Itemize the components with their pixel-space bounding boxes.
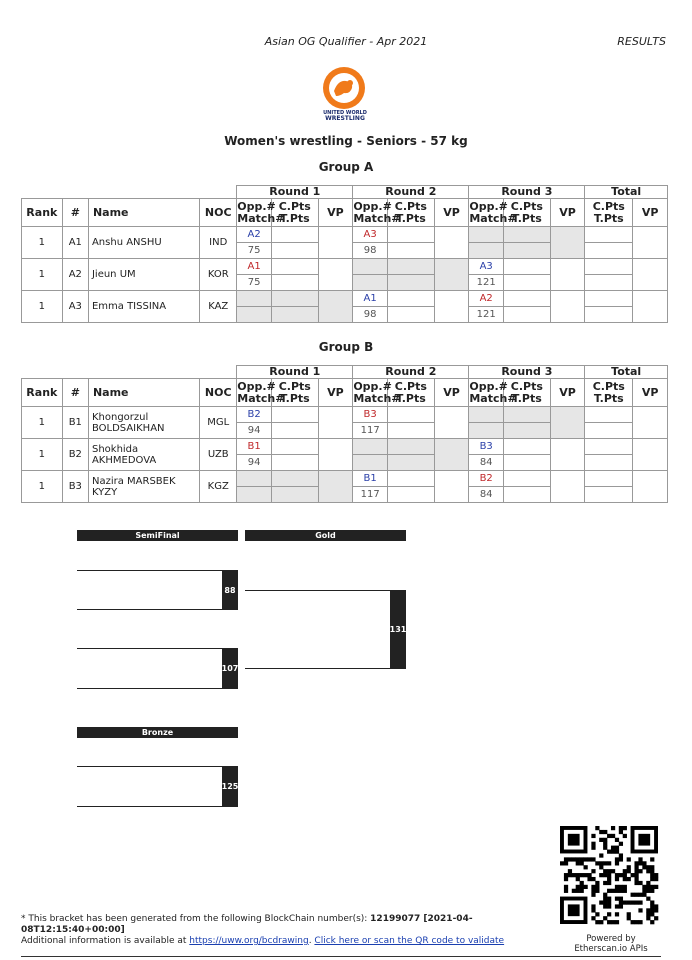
total-vp (633, 471, 668, 503)
r3-opp: A3 (469, 259, 504, 275)
r2-vp (434, 259, 469, 291)
r3-cpts (504, 471, 551, 487)
r3-vp (550, 439, 585, 471)
round1-header: Round 1 (237, 366, 353, 379)
noc-cell: MGL (200, 407, 237, 439)
r1-vp (318, 439, 353, 471)
r1-tpts (271, 455, 318, 471)
r1-match (237, 307, 272, 323)
total-tpts (585, 455, 633, 471)
athlete-row (22, 439, 668, 455)
athlete-row (22, 227, 668, 243)
total-tpts (585, 487, 633, 503)
r3-opp: A2 (469, 291, 504, 307)
total-tpts (585, 307, 633, 323)
semifinal-match-1: 88 (222, 570, 238, 610)
semifinal-slot-3 (77, 648, 222, 649)
r2-opp (353, 439, 388, 455)
noc-header: NOC (200, 199, 237, 227)
rank-cell: 1 (22, 291, 63, 323)
total-vp (633, 407, 668, 439)
r3-tpts (504, 423, 551, 439)
athlete-name: Anshu ANSHU (88, 227, 199, 259)
r3-vp (550, 259, 585, 291)
r2-vp (434, 291, 469, 323)
r1-vp (318, 471, 353, 503)
total-tpts (585, 275, 633, 291)
r3-tpts (504, 243, 551, 259)
total-tpts (585, 243, 633, 259)
page-title: Women's wrestling - Seniors - 57 kg (224, 134, 468, 148)
total-cpts (585, 439, 633, 455)
r1-vp (318, 291, 353, 323)
r2-opp: B1 (353, 471, 388, 487)
r2-match: 98 (353, 307, 388, 323)
r1-match: 75 (237, 243, 272, 259)
total-cpts (585, 471, 633, 487)
total-cpts (585, 291, 633, 307)
athlete-row (22, 259, 668, 275)
r1-match: 94 (237, 423, 272, 439)
gold-slot-1 (245, 590, 390, 591)
group-a-title: Group A (318, 160, 374, 174)
rank-header: Rank (22, 379, 63, 407)
rank-cell: 1 (22, 439, 63, 471)
noc-cell: UZB (200, 439, 237, 471)
semifinal-match-2: 107 (222, 648, 238, 689)
gold-slot-2 (245, 668, 390, 669)
total-header: Total (585, 366, 668, 379)
r2-tpts (388, 307, 435, 323)
r3-cpts (504, 227, 551, 243)
results-label: RESULTS (617, 35, 666, 48)
athlete-id: B1 (62, 407, 88, 439)
rank-cell: 1 (22, 227, 63, 259)
r3-match: 121 (469, 275, 504, 291)
r2-vp (434, 227, 469, 259)
event-title: Asian OG Qualifier - Apr 2021 (264, 35, 428, 48)
r2-tpts (388, 455, 435, 471)
r1-opp: A1 (237, 259, 272, 275)
athlete-id: A1 (62, 227, 88, 259)
r1-cpts (271, 227, 318, 243)
r1-tpts (271, 307, 318, 323)
semifinal-header: SemiFinal (77, 530, 238, 541)
r2-cpts (388, 439, 435, 455)
r2-vp (434, 471, 469, 503)
r2-cpts (388, 471, 435, 487)
bronze-header: Bronze (77, 727, 238, 738)
r1-opp (237, 291, 272, 307)
footer-rule (21, 956, 661, 957)
r3-opp (469, 407, 504, 423)
gold-match: 131 (390, 590, 406, 669)
r3-match: 84 (469, 455, 504, 471)
r1-cpts (271, 291, 318, 307)
r3-match: 121 (469, 307, 504, 323)
total-cpts (585, 227, 633, 243)
group-a-table: Round 1 Round 2 Round 3 Total Rank # Name NOC Opp.# Match# C.Pts T.Pts VP Opp.# Match# C.Pts T.Pts VP Opp.# Match# C.Pts T.Pts VP C.Pts T.Pts VP 1 A1 Anshu ANSHU IND A2 A3 75 98 1 A2 Jieun UM KOR A1 A3 75 121 1 A3 Emma TISSINA KAZ A1 A2 98 121 (21, 185, 668, 323)
round3-header: Round 3 (469, 186, 585, 199)
noc-cell: KAZ (200, 291, 237, 323)
rank-cell: 1 (22, 471, 63, 503)
r1-match: 75 (237, 275, 272, 291)
bronze-slot-1 (77, 766, 222, 767)
name-header: Name (88, 379, 199, 407)
r1-cpts (271, 439, 318, 455)
round1-header: Round 1 (237, 186, 353, 199)
noc-header: NOC (200, 379, 237, 407)
r3-match: 84 (469, 487, 504, 503)
r1-vp (318, 227, 353, 259)
r2-cpts (388, 259, 435, 275)
r1-match (237, 487, 272, 503)
r1-cpts (271, 259, 318, 275)
r3-match (469, 423, 504, 439)
total-vp (633, 439, 668, 471)
total-vp (633, 259, 668, 291)
r1-opp: B1 (237, 439, 272, 455)
rank-cell: 1 (22, 259, 63, 291)
r1-cpts (271, 407, 318, 423)
athlete-name: Nazira MARSBEK KYZY (88, 471, 199, 503)
r3-vp (550, 291, 585, 323)
uww-logo (322, 66, 366, 114)
athlete-name: Emma TISSINA (88, 291, 199, 323)
athlete-name: Shokhida AKHMEDOVA (88, 439, 199, 471)
r1-tpts (271, 487, 318, 503)
athlete-name: Jieun UM (88, 259, 199, 291)
r3-tpts (504, 275, 551, 291)
semifinal-slot-4 (77, 688, 222, 689)
r1-tpts (271, 243, 318, 259)
r2-vp (434, 407, 469, 439)
r2-cpts (388, 407, 435, 423)
r1-vp (318, 407, 353, 439)
r1-match: 94 (237, 455, 272, 471)
r3-cpts (504, 291, 551, 307)
total-tpts (585, 423, 633, 439)
r2-tpts (388, 243, 435, 259)
athlete-name: Khongorzul BOLDSAIKHAN (88, 407, 199, 439)
semifinal-slot-2 (77, 609, 222, 610)
r1-vp (318, 259, 353, 291)
r2-opp: B3 (353, 407, 388, 423)
noc-cell: KOR (200, 259, 237, 291)
athlete-id: A3 (62, 291, 88, 323)
r2-tpts (388, 423, 435, 439)
r3-cpts (504, 259, 551, 275)
noc-cell: KGZ (200, 471, 237, 503)
r2-match (353, 455, 388, 471)
r3-vp (550, 471, 585, 503)
r2-tpts (388, 487, 435, 503)
logo-wordmark: UNITED WORLD WRESTLING (323, 110, 367, 122)
total-vp (633, 291, 668, 323)
name-header: Name (88, 199, 199, 227)
r3-tpts (504, 487, 551, 503)
r2-match (353, 275, 388, 291)
r3-opp: B2 (469, 471, 504, 487)
total-cpts (585, 259, 633, 275)
athlete-row (22, 407, 668, 423)
r3-tpts (504, 455, 551, 471)
noc-cell: IND (200, 227, 237, 259)
r3-cpts (504, 439, 551, 455)
num-header: # (62, 379, 88, 407)
r1-opp: B2 (237, 407, 272, 423)
r3-tpts (504, 307, 551, 323)
r2-cpts (388, 291, 435, 307)
r1-opp: A2 (237, 227, 272, 243)
num-header: # (62, 199, 88, 227)
r1-cpts (271, 471, 318, 487)
athlete-id: B2 (62, 439, 88, 471)
powered-by: Powered by Etherscan.io APIs (574, 934, 648, 954)
r3-vp (550, 407, 585, 439)
r2-match: 117 (353, 423, 388, 439)
r2-opp: A1 (353, 291, 388, 307)
athlete-id: B3 (62, 471, 88, 503)
r1-tpts (271, 423, 318, 439)
r3-vp (550, 227, 585, 259)
blockchain-note: * This bracket has been generated from the following BlockChain number(s): 12199077 [2021-04- 08T12:15:40+00:00] Additional information is available at https://uww.org/bcdrawing. Click here or scan the QR code to validate (21, 914, 505, 946)
athlete-row (22, 471, 668, 487)
bronze-slot-2 (77, 806, 222, 807)
total-header: Total (585, 186, 668, 199)
bronze-match: 125 (222, 766, 238, 807)
r2-tpts (388, 275, 435, 291)
semifinal-slot-1 (77, 570, 222, 571)
r2-vp (434, 439, 469, 471)
round2-header: Round 2 (353, 366, 469, 379)
r1-tpts (271, 275, 318, 291)
validate-link[interactable]: Click here or scan the QR code to validate (314, 936, 505, 946)
gold-header: Gold (245, 530, 406, 541)
r2-match: 117 (353, 487, 388, 503)
qr-code[interactable] (560, 826, 658, 924)
bcdrawing-link[interactable]: https://uww.org/bcdrawing (189, 936, 309, 946)
rank-cell: 1 (22, 407, 63, 439)
round3-header: Round 3 (469, 366, 585, 379)
r3-opp (469, 227, 504, 243)
r3-match (469, 243, 504, 259)
athlete-id: A2 (62, 259, 88, 291)
rank-header: Rank (22, 199, 63, 227)
total-cpts (585, 407, 633, 423)
total-vp (633, 227, 668, 259)
group-b-title: Group B (318, 340, 374, 354)
round2-header: Round 2 (353, 186, 469, 199)
r2-opp: A3 (353, 227, 388, 243)
r2-cpts (388, 227, 435, 243)
group-b-table: Round 1 Round 2 Round 3 Total Rank # Name NOC Opp.# Match# C.Pts T.Pts VP Opp.# Match# C.Pts T.Pts VP Opp.# Match# C.Pts T.Pts VP C.Pts T.Pts VP 1 B1 Khongorzul BOLDSAIKHAN MGL B2 B3 94 117 1 B2 Shokhida AKHMEDOVA UZB B1 B3 94 84 1 B3 Nazira MARSBEK KYZY KGZ B1 B2 117 84 (21, 365, 668, 503)
r1-opp (237, 471, 272, 487)
r2-opp (353, 259, 388, 275)
r3-opp: B3 (469, 439, 504, 455)
r3-cpts (504, 407, 551, 423)
athlete-row (22, 291, 668, 307)
r2-match: 98 (353, 243, 388, 259)
